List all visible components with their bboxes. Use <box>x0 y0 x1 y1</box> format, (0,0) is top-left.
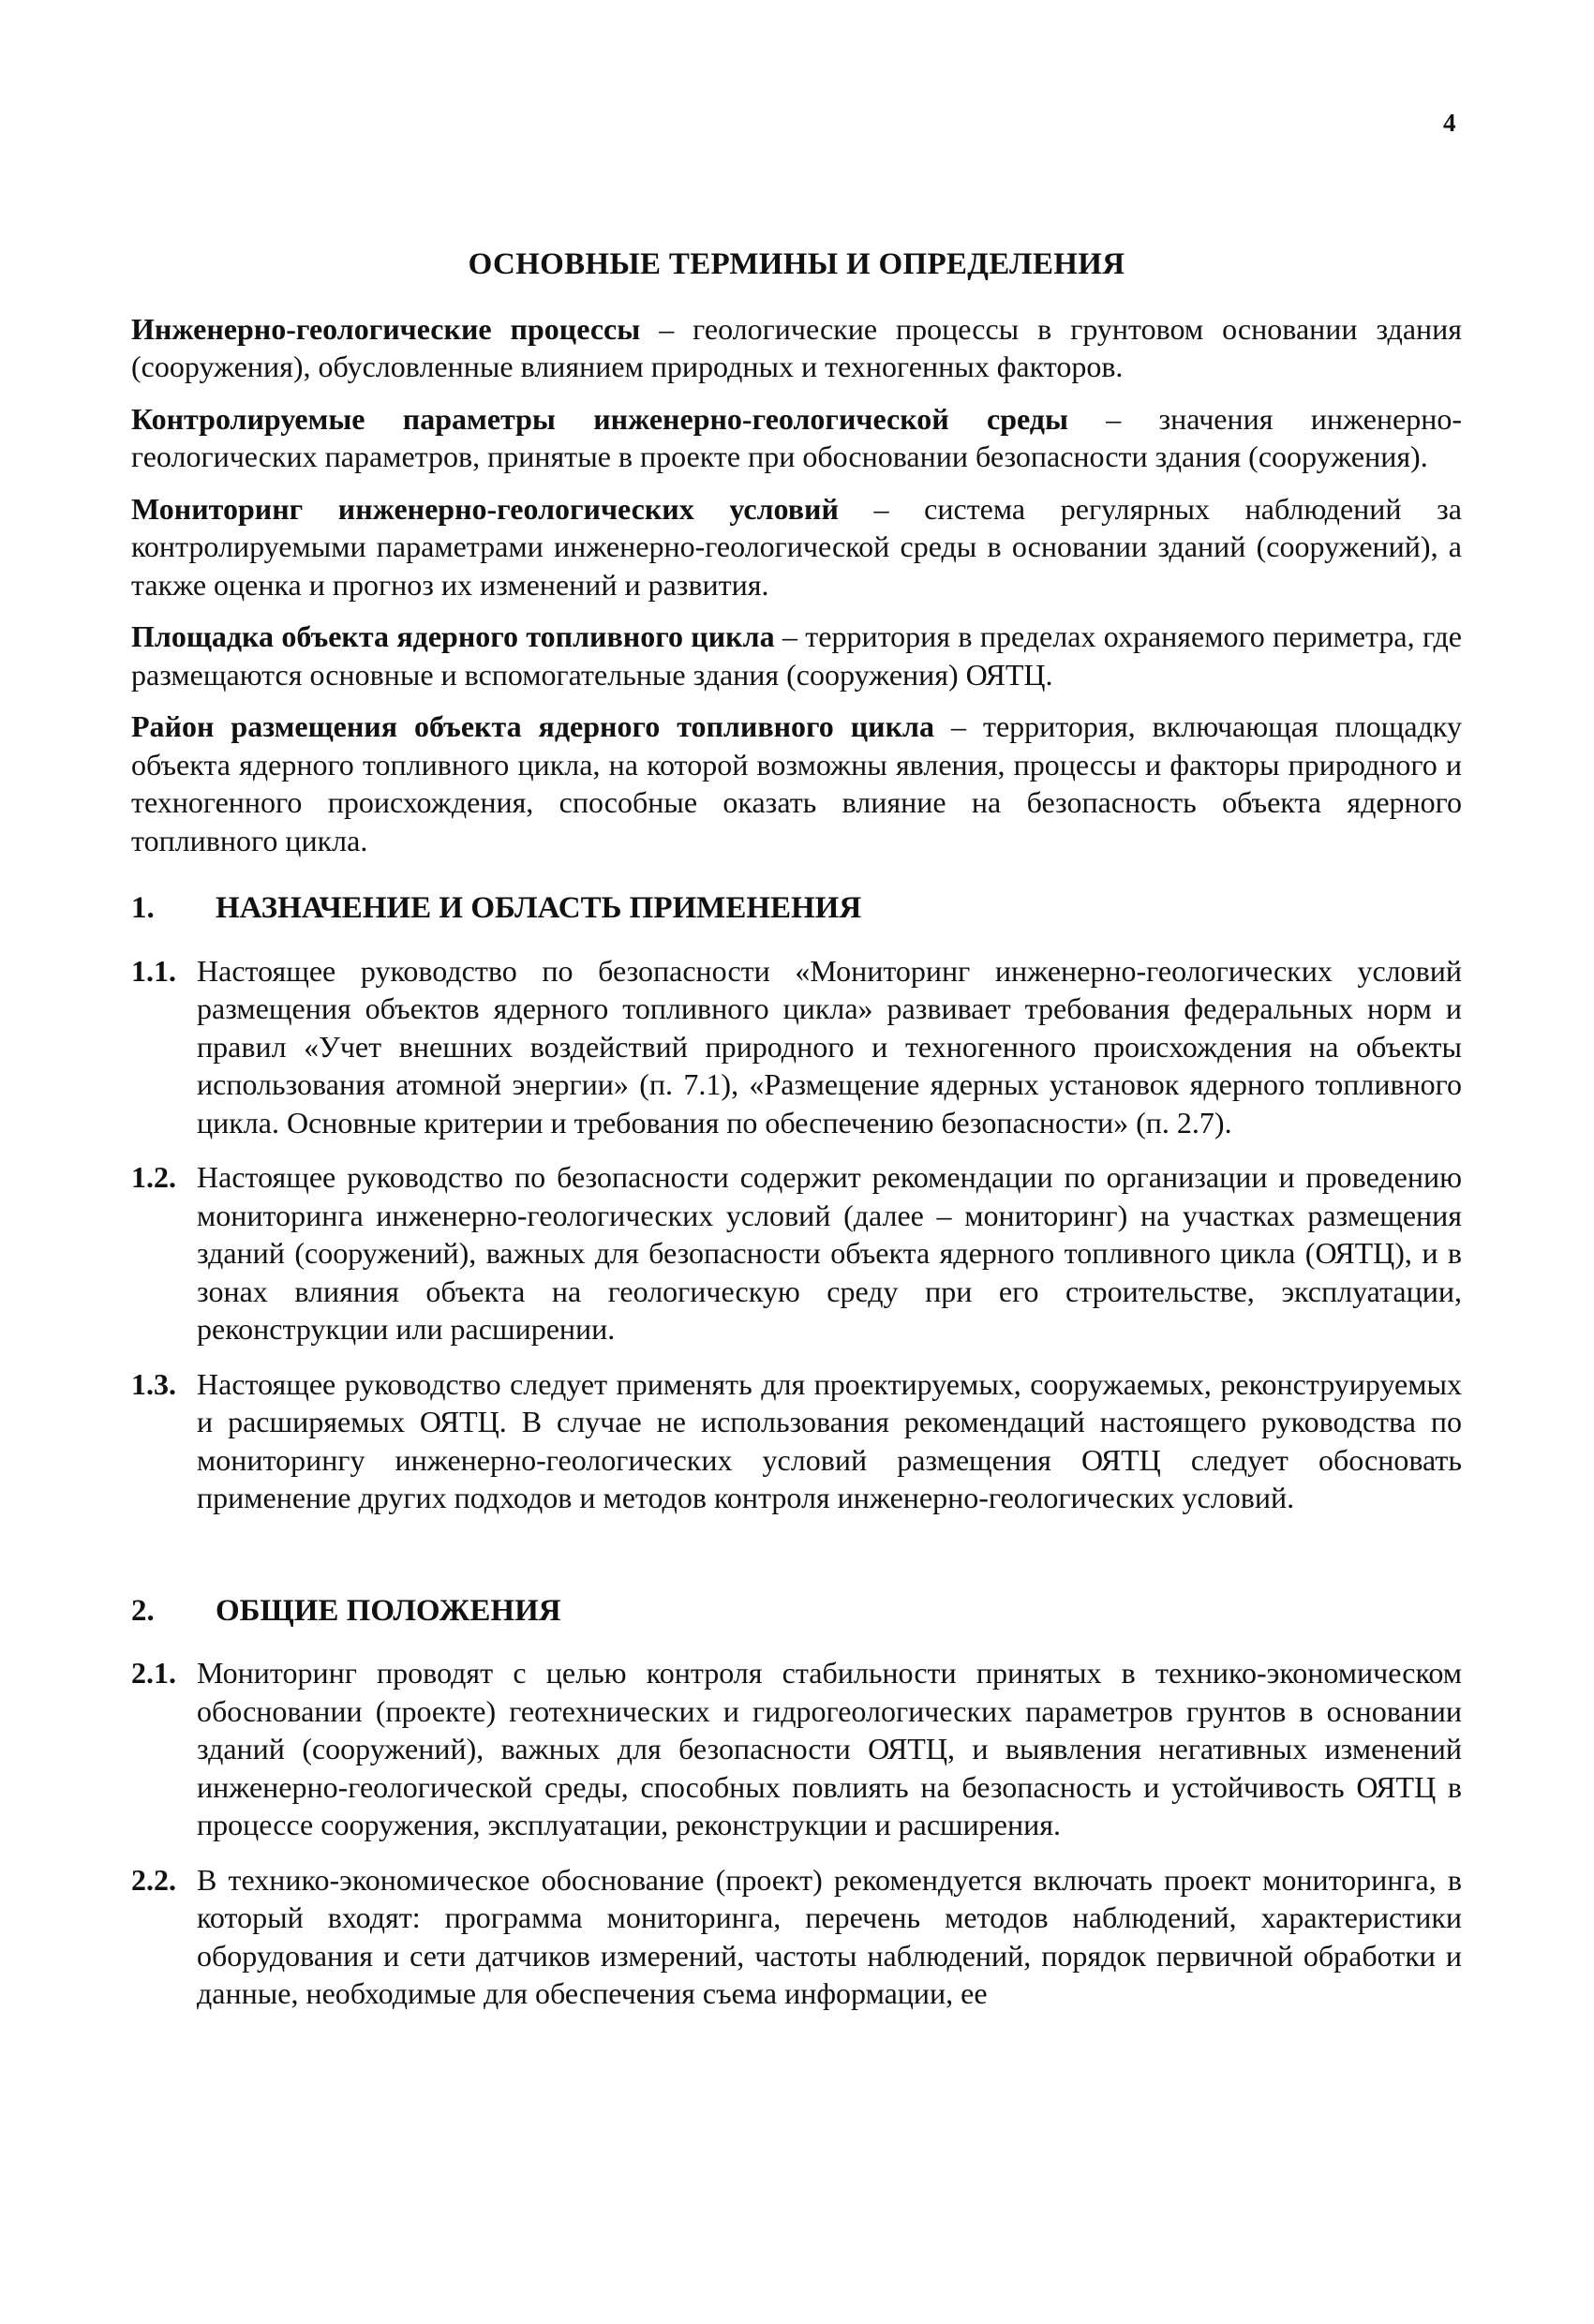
definition-paragraph <box>131 310 1462 386</box>
term-name: Мониторинг инженерно-геологических условий <box>131 491 839 526</box>
numbered-item <box>131 952 1462 1142</box>
definition-paragraph <box>131 490 1462 604</box>
term-definition: – территория в пределах охраняемого периметра, где размещаются основные и вспомогательные здания (сооружения) ОЯТЦ. <box>131 619 1462 692</box>
numbered-item <box>131 1365 1462 1517</box>
numbered-item <box>131 1158 1462 1348</box>
item-number: 2.1. <box>131 1656 176 1690</box>
term-name: Контролируемые параметры инженерно-геологической среды <box>131 401 1068 436</box>
page-number: 4 <box>1443 109 1456 137</box>
section-title: ОБЩИЕ ПОЛОЖЕНИЯ <box>216 1593 561 1628</box>
item-number: 1.3. <box>131 1366 176 1401</box>
item-text: Мониторинг проводят с целью контроля стабильности принятых в технико-экономическом обосновании (проекте) геотехнических и гидрогеологических параметров грунтов в основании зданий (сооружений), важных для безопасности ОЯТЦ, и выявления негативных изменений инженерно-геологической среды, способных повлиять на безопасность и устойчивость ОЯТЦ в процессе сооружения, эксплуатации, реконструкции и расширения. <box>197 1656 1462 1841</box>
section-title: НАЗНАЧЕНИЕ И ОБЛАСТЬ ПРИМЕНЕНИЯ <box>216 891 862 925</box>
section-number: 1. <box>131 891 155 925</box>
page-content <box>131 246 1462 2030</box>
definitions-title: ОСНОВНЫЕ ТЕРМИНЫ И ОПРЕДЕЛЕНИЯ <box>468 247 1125 281</box>
item-text: Настоящее руководство по безопасности «Мониторинг инженерно-геологических условий размещения объектов ядерного топливного цикла» развивает требования федеральных норм и правил «Учет внешних воздействий природного и техногенного происхождения на объекты использования атомной энергии» (п. 7.1), «Размещение ядерных установок ядерного топливного цикла. Основные критерии и требования по обеспечению безопасности» (п. 2.7). <box>197 953 1462 1140</box>
section-1-heading <box>131 889 1462 928</box>
section-2-heading <box>131 1592 1462 1631</box>
term-name: Площадка объекта ядерного топливного цикла <box>131 619 775 653</box>
section-spacer <box>131 1534 1462 1562</box>
numbered-item <box>131 1654 1462 1844</box>
term-name: Район размещения объекта ядерного топливного цикла <box>131 709 935 743</box>
item-text: В технико-экономическое обоснование (проект) рекомендуется включать проект мониторинга, в который входят: программа мониторинга, перечень методов наблюдений, характеристики оборудования и сети датчиков измерений, частоты наблюдений, порядок первичной обработки и данные, необходимые для обеспечения съема информации, ее <box>197 1862 1462 2010</box>
item-number: 1.2. <box>131 1160 176 1194</box>
term-definition: – значения инженерно-геологических параметров, принятые в проекте при обосновании безопасности здания (сооружения). <box>131 401 1462 473</box>
definition-paragraph <box>131 400 1462 476</box>
term-definition: – система регулярных наблюдений за контролируемыми параметрами инженерно-геологической среды в основании зданий (сооружений), а также оценка и прогноз их изменений и развития. <box>131 491 1463 602</box>
term-definition: – территория, включающая площадку объекта ядерного топливного цикла, на которой возможны явления, процессы и факторы природного и техногенного происхождения, способные оказать влияние на безопасность объекта ядерного топливного цикла. <box>131 709 1463 857</box>
item-number: 1.1. <box>131 953 176 988</box>
item-number: 2.2. <box>131 1862 176 1897</box>
section-number: 2. <box>131 1593 155 1628</box>
item-text: Настоящее руководство по безопасности содержит рекомендации по организации и проведению мониторинга инженерно-геологических условий (далее – мониторинг) на участках размещения зданий (сооружений), важных для безопасности объекта ядерного топливного цикла (ОЯТЦ), и в зонах влияния объекта на геологическую среду при его строительстве, эксплуатации, реконструкции или расширении. <box>197 1160 1462 1346</box>
term-definition: – геологические процессы в грунтовом основании здания (сооружения), обусловленные влиянием природных и техногенных факторов. <box>131 311 1463 383</box>
item-text: Настоящее руководство следует применять для проектируемых, сооружаемых, реконструируемых и расширяемых ОЯТЦ. В случае не использования рекомендаций настоящего руководства по мониторингу инженерно-геологических условий размещения ОЯТЦ следует обосновать применение других подходов и методов контроля инженерно-геологических условий. <box>197 1366 1462 1514</box>
definition-paragraph <box>131 618 1462 693</box>
numbered-item <box>131 1861 1462 2013</box>
term-name: Инженерно-геологические процессы <box>131 311 641 346</box>
definition-paragraph <box>131 708 1462 859</box>
